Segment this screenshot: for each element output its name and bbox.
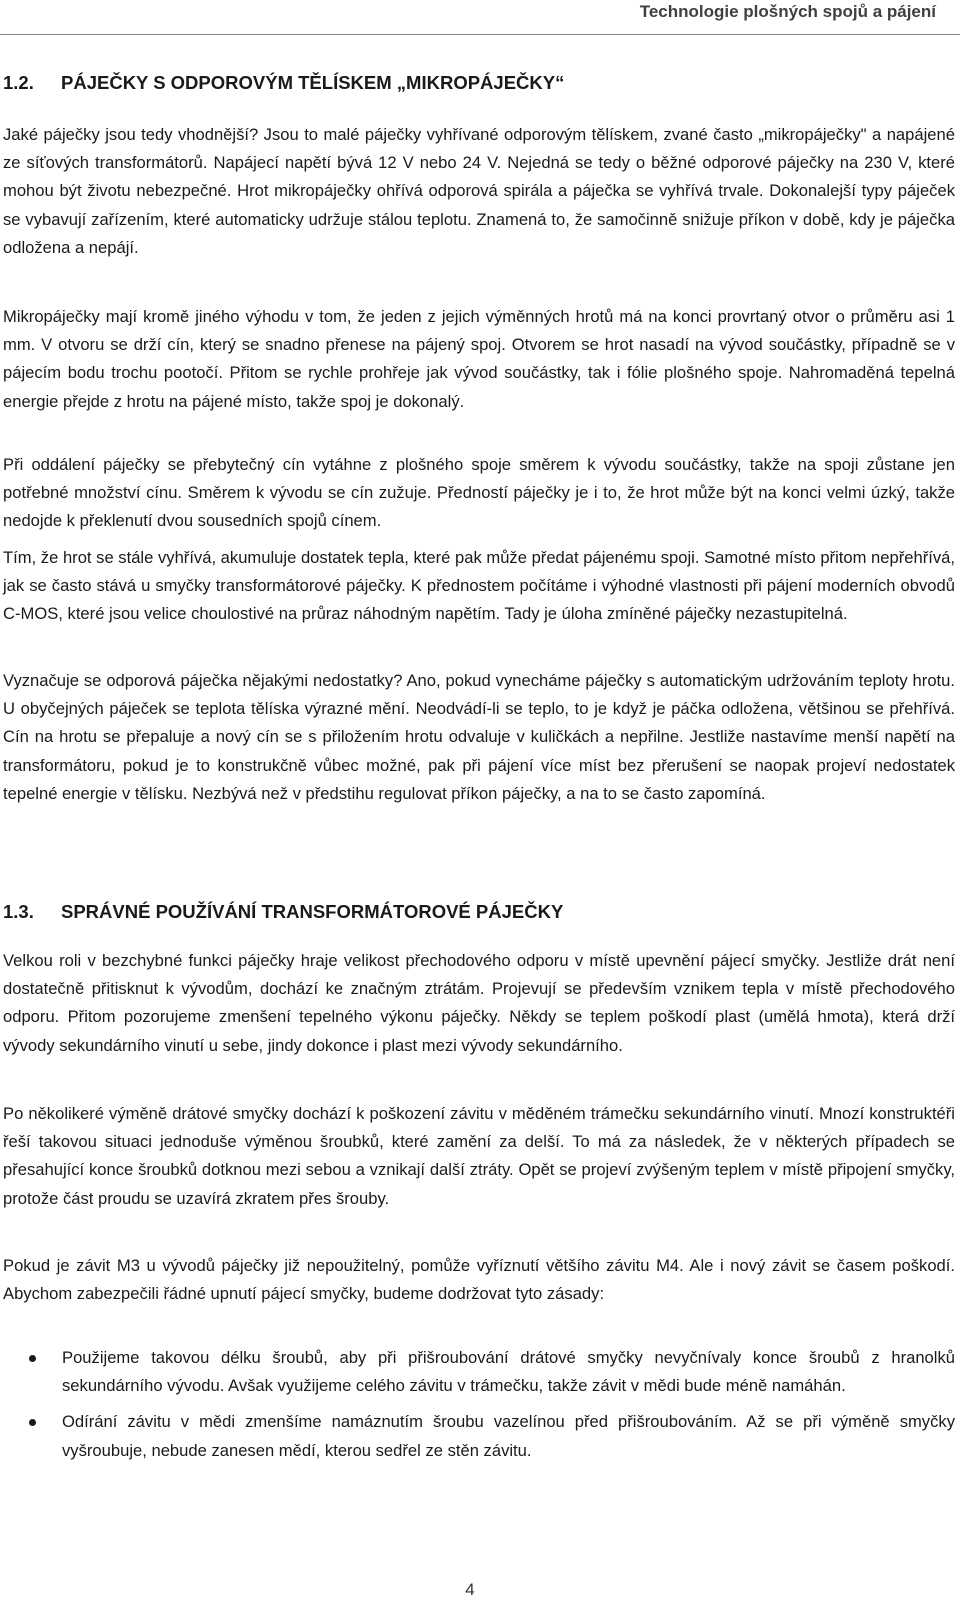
section-number: 1.2. xyxy=(3,72,34,93)
section-number: 1.3. xyxy=(3,901,34,922)
header-divider xyxy=(0,34,960,35)
list-item-text: Odírání závitu v mědi zmenšíme namáznutím šroubu vazelínou před přišroubováním. Až se při výměně smyčky vyšroubuje, nebude zanesen mědí, kterou sedřel ze stěn závitu. xyxy=(62,1412,955,1460)
list-item xyxy=(3,1408,955,1464)
section-title: PÁJEČKY S ODPOROVÝM TĚLÍSKEM „MIKROPÁJEČKY“ xyxy=(61,72,565,93)
paragraph: Jaké páječky jsou tedy vhodnější? Jsou to malé páječky vyhřívané odporovým tělískem, zvané často „mikropáječky" a napájené ze síťových transformátorů. Napájecí napětí bývá 12 V nebo 24 V. Nejedná se tedy o běžné odporové páječky na 230 V, které mohou být životu nebezpečné. Hrot mikropáječky ohřívá odporová spirála a páječka se vyhřívá trvale. Dokonalejší typy páječek se vybavují zařízením, které automaticky udržuje stálou teplotu. Znamená to, že samočinně snižuje příkon v době, kdy je páječka odložena a nepájí. xyxy=(3,125,955,257)
page-number: 4 xyxy=(465,1580,475,1599)
paragraph: Po několikeré výměně drátové smyčky dochází k poškození závitu v měděném trámečku sekundárního vinutí. Mnozí konstruktéři řeší takovou situaci jednoduše výměnou šroubků, které zamění za delší. To má za následek, že v některých případech se přesahující konce šroubků dotknou mezi sebou a vznikají další ztráty. Opět se projeví zvýšeným teplem v místě připojení smyčky, protože část proudu se uzavírá zkratem přes šrouby. xyxy=(3,1104,955,1208)
paragraph: Při oddálení páječky se přebytečný cín vytáhne z plošného spoje směrem k vývodu součástky, takže na spoji zůstane jen potřebné množství cínu. Směrem k vývodu se cín zužuje. Předností páječky je i to, že hrot může být na konci velmi úzký, takže nedojde k překlenutí dvou sousedních spojů cínem. xyxy=(3,455,955,531)
paragraph: Pokud je závit M3 u vývodů páječky již nepoužitelný, pomůže vyříznutí většího závitu M4. Ale i nový závit se časem poškodí. Abychom zabezpečili řádné upnutí pájecí smyčky, budeme dodržovat tyto zásady: xyxy=(3,1256,955,1304)
section-title: SPRÁVNÉ POUŽÍVÁNÍ TRANSFORMÁTOROVÉ PÁJEČKY xyxy=(61,901,564,922)
section-heading-1-3 xyxy=(3,901,563,923)
section-heading-1-2 xyxy=(3,72,564,94)
paragraph: Mikropáječky mají kromě jiného výhodu v tom, že jeden z jejich výměnných hrotů má na konci provrtaný otvor o průměru asi 1 mm. V otvoru se drží cín, který se snadno přenese na pájený spoj. Otvorem se hrot nasadí na vývod součástky, případně se v pájecím bodu trochu pootočí. Přitom se rychle prohřeje jak vývod součástky, tak i fólie plošného spoje. Nahromaděná tepelná energie přejde z hrotu na pájené místo, takže spoj je dokonalý. xyxy=(3,307,955,411)
bullet-list xyxy=(3,1344,955,1473)
paragraph: Tím, že hrot se stále vyhřívá, akumuluje dostatek tepla, které pak může předat pájenému spoji. Samotné místo přitom nepřehřívá, jak se často stává u smyčky transformátorové páječky. K přednostem počítáme i výhodné vlastnosti při pájení moderních obvodů C-MOS, které jsou velice choulostivé na průraz náhodným napětím. Tady je úloha zmíněné páječky nezastupitelná. xyxy=(3,548,955,624)
bullet-icon xyxy=(29,1419,36,1426)
list-item-text: Použijeme takovou délku šroubů, aby při přišroubování drátové smyčky nevyčnívaly konce šroubů z hranolků sekundárního vývodu. Avšak využijeme celého závitu v trámečku, takže závit v mědi bude méně namáhán. xyxy=(62,1348,955,1396)
paragraph: Velkou roli v bezchybné funkci páječky hraje velikost přechodového odporu v místě upevnění pájecí smyčky. Jestliže drát není dostatečně přitisknut k vývodům, dochází ke značným ztrátám. Projevují se především vznikem tepla v místě přechodového odporu. Přitom pozorujeme zmenšení tepelného výkonu páječky. Někdy se teplem poškodí plast (umělá hmota), která drží vývody sekundárního vinutí u sebe, jindy dokonce i plast mezi vývody sekundárního. xyxy=(3,951,955,1055)
list-item xyxy=(3,1344,955,1400)
bullet-icon xyxy=(29,1355,36,1362)
running-header: Technologie plošných spojů a pájení xyxy=(639,2,936,21)
paragraph: Vyznačuje se odporová páječka nějakými nedostatky? Ano, pokud vynecháme páječky s automatickým udržováním teploty hrotu. U obyčejných páječek se teplota tělíska výrazné mění. Neodvádí-li se teplo, to je když je páčka odložena, většinou se přehřívá. Cín na hrotu se přepaluje a nový cín se s přiložením hrotu odvaluje v kuličkách a nepřilne. Jestliže nastavíme menší napětí na transformátoru, pokud je to konstrukčně vůbec možné, pak při pájení více míst bez přerušení se naopak projeví nedostatek tepelné energie v tělísku. Nezbývá než v předstihu regulovat příkon páječky, a na to se často zapomíná. xyxy=(3,671,955,803)
